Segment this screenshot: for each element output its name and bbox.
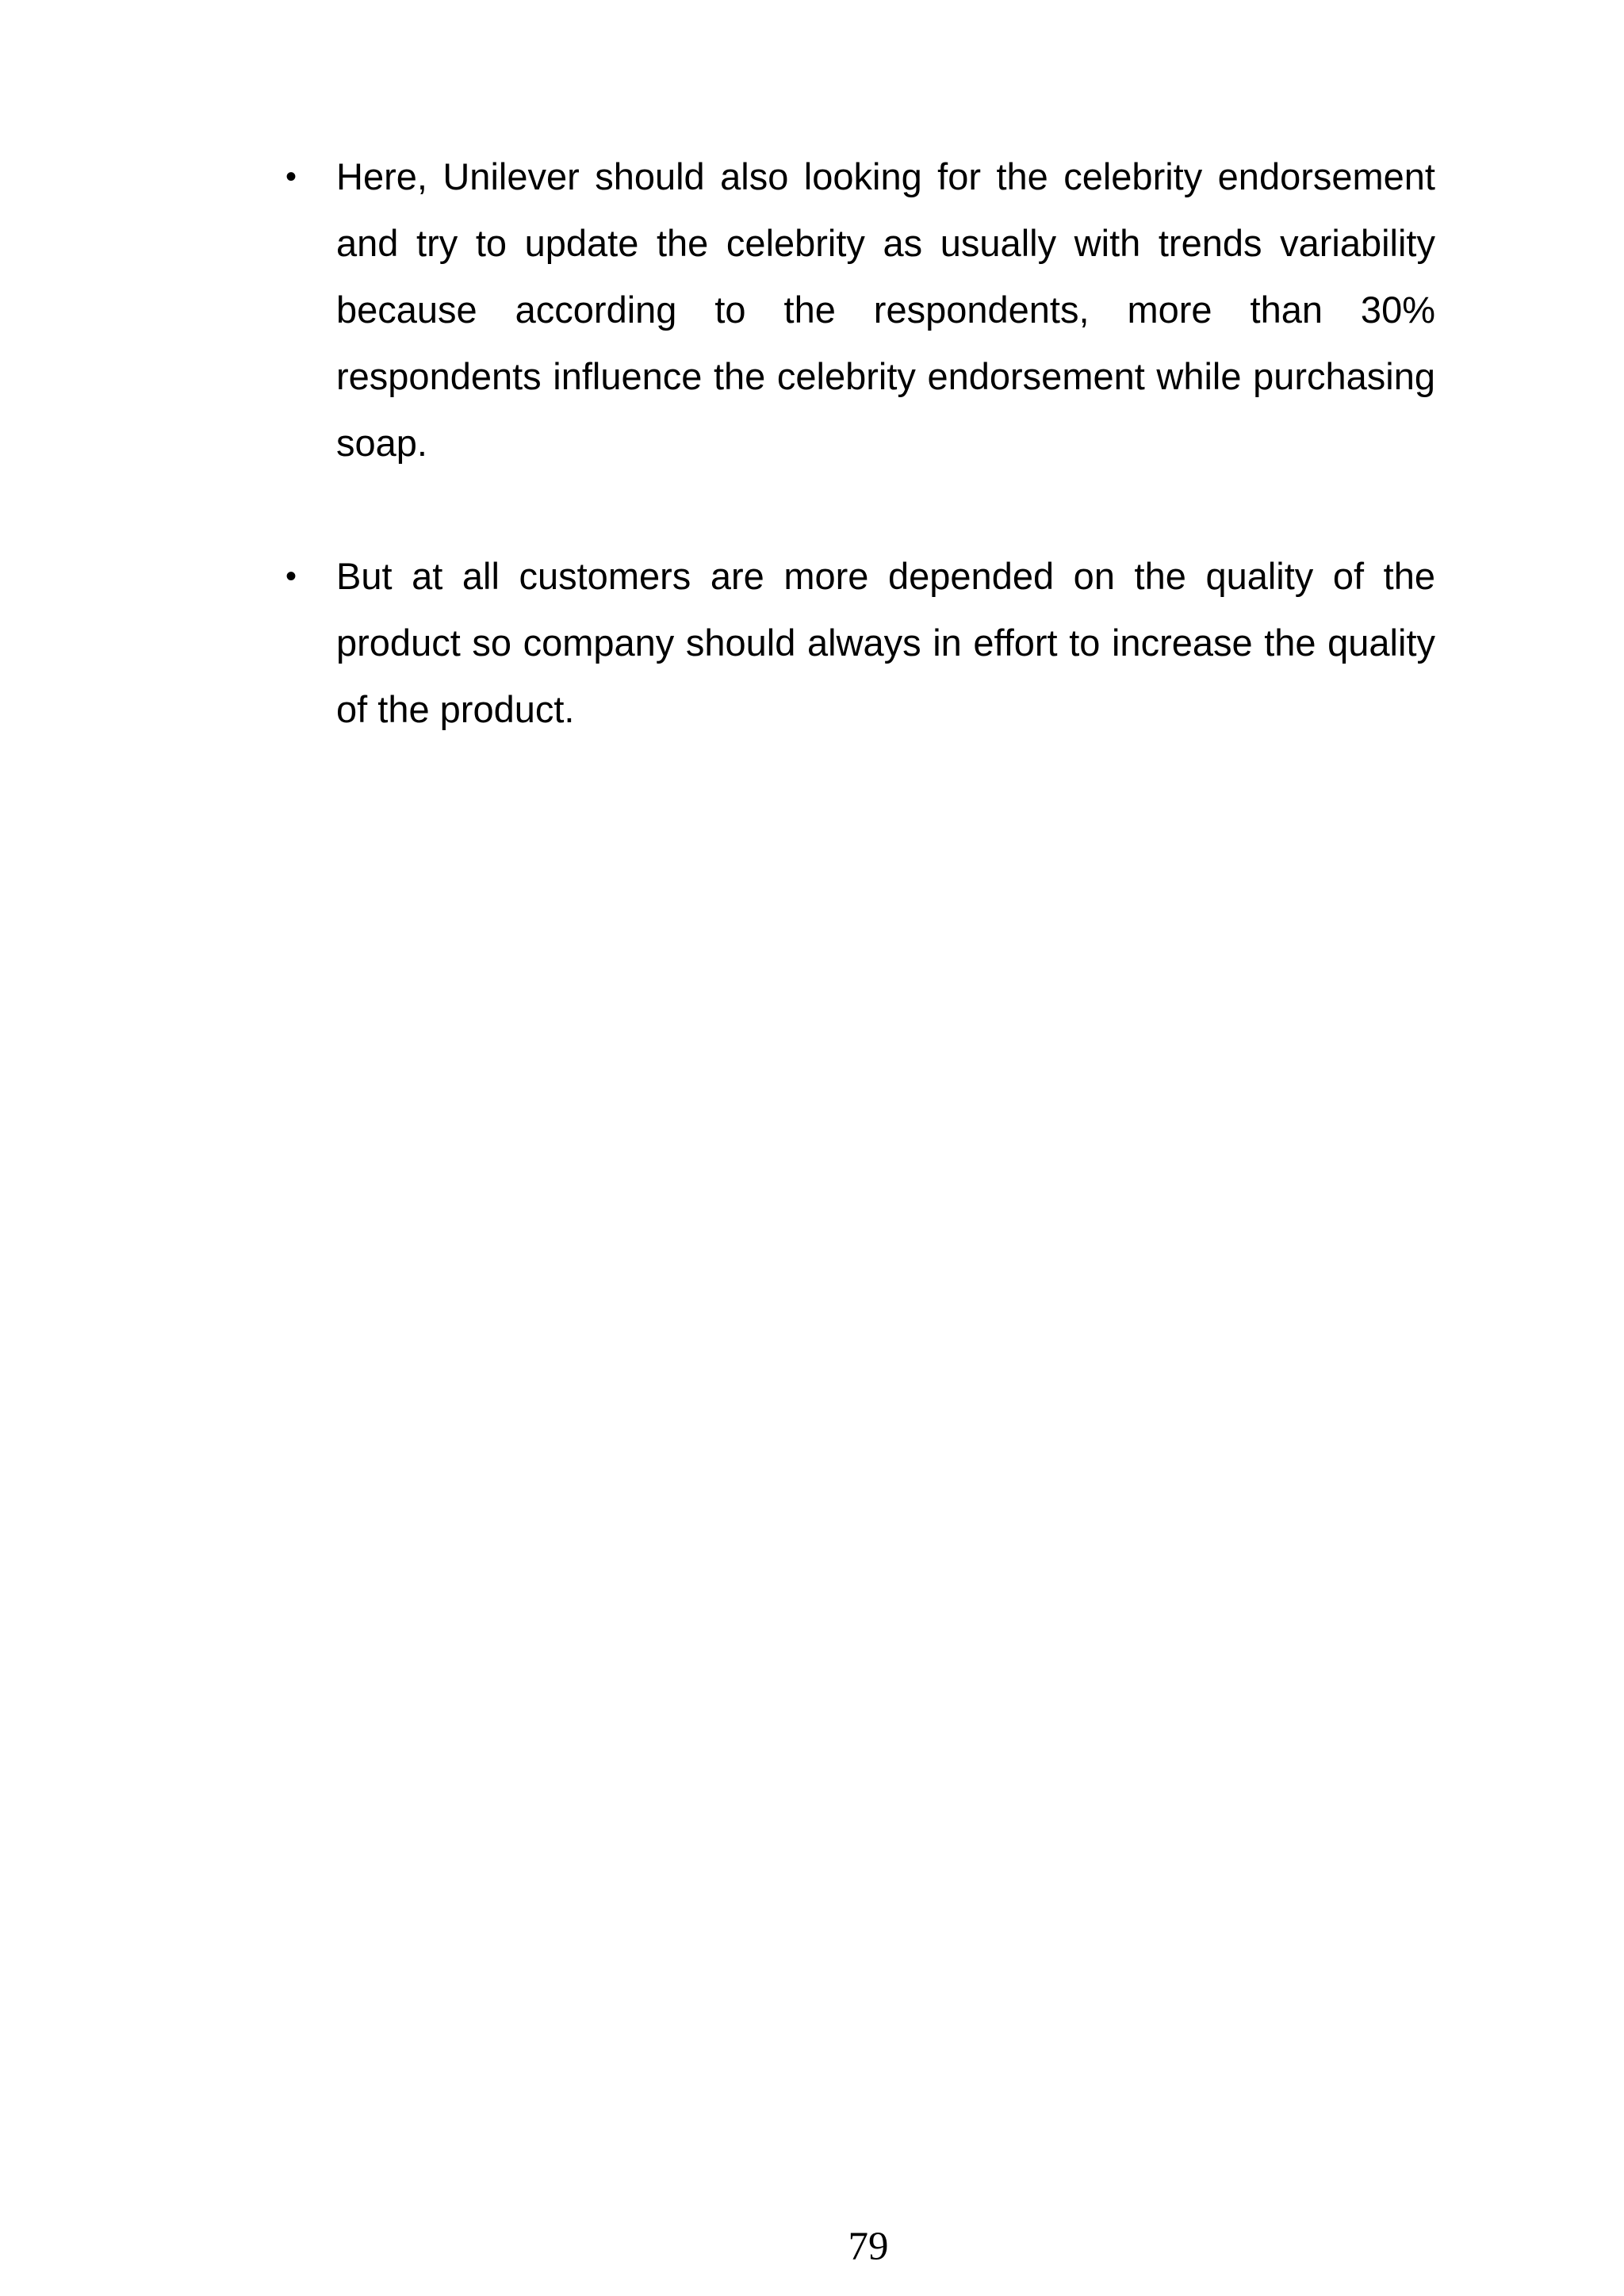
bullet-text: But at all customers are more depended on the quality of the product so company should always in effort to increase the quality of the product. [336, 555, 1435, 730]
bullet-marker: • [285, 559, 297, 594]
bullet-item-product-quality [282, 543, 1435, 743]
page-number: 79 [848, 2225, 889, 2269]
bullet-marker: • [285, 159, 297, 194]
bullet-item-celebrity-endorsement [282, 144, 1435, 476]
bullet-text: Here, Unilever should also looking for the celebrity endorsement and try to update the celebrity as usually with trends variability because according to the respondents, more than 30% respondents influence the celebrity endorsement while purchasing soap. [336, 155, 1435, 464]
bullet-list [282, 144, 1435, 743]
